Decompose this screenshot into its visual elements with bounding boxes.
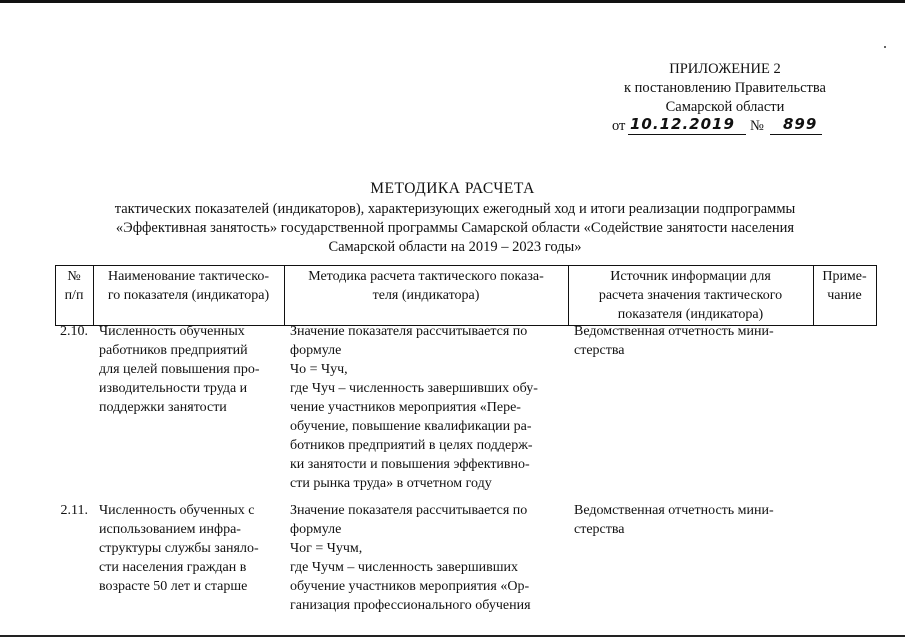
date-underline	[628, 134, 746, 135]
subtitle-line: тактических показателей (индикаторов), характеризующих ежегодный ход и итоги реализации подпрограммы	[114, 201, 796, 217]
document-subtitle	[95, 200, 815, 257]
header-num-line: №	[67, 269, 81, 284]
header-source-line: расчета значения тактического	[598, 288, 783, 303]
row-method	[290, 322, 562, 493]
source-line: Ведомственная отчетность мини-	[574, 503, 774, 518]
header-note-line: чание	[827, 288, 862, 303]
row-number: 2.11.	[60, 503, 88, 518]
number-underline	[770, 134, 822, 135]
header-num	[55, 267, 93, 305]
appendix-block	[590, 60, 860, 139]
date-prefix: от	[612, 118, 626, 134]
method-formula: Чо = Чуч,	[290, 362, 348, 377]
handwritten-date: 10.12.2019	[630, 115, 735, 133]
indicator-name-line: работников предприятий	[99, 343, 248, 358]
header-source-line: показателя (индикатора)	[617, 307, 764, 322]
method-line: сти рынка труда» в отчетном году	[290, 476, 492, 491]
row-source	[574, 322, 810, 360]
indicator-name-line: для целей повышения про-	[99, 362, 260, 377]
number-prefix: №	[750, 118, 764, 134]
row-method	[290, 501, 562, 615]
header-method	[284, 267, 568, 305]
indicator-name-line: возрасте 50 лет и старше	[99, 579, 248, 594]
header-name	[93, 267, 284, 305]
method-line: где Чуч – численность завершивших обу-	[290, 381, 538, 396]
scan-speck	[884, 46, 886, 48]
method-line: Значение показателя рассчитывается по	[290, 324, 528, 339]
document-title: МЕТОДИКА РАСЧЕТА	[370, 180, 535, 197]
indicator-name-line: поддержки занятости	[99, 400, 227, 415]
method-line: обучение участников мероприятия «Ор-	[290, 579, 530, 594]
method-line: ки занятости и повышения эффективно-	[290, 457, 530, 472]
indicator-name-line: использованием инфра-	[99, 522, 241, 537]
row-indicator-name	[99, 322, 278, 417]
indicator-name-line: структуры службы заняло-	[99, 541, 259, 556]
method-line: ганизация профессионального обучения	[290, 598, 531, 613]
appendix-title: ПРИЛОЖЕНИЕ 2	[669, 61, 781, 77]
method-line: ботников предприятий в целях поддерж-	[290, 438, 533, 453]
subtitle-line: Самарской области на 2019 – 2023 годы»	[328, 239, 582, 255]
header-source-line: Источник информации для	[610, 269, 771, 284]
row-source	[574, 501, 810, 539]
indicator-name-line: изводительности труда и	[99, 381, 248, 396]
method-line: Значение показателя рассчитывается по	[290, 503, 528, 518]
scan-top-edge	[0, 0, 905, 3]
method-formula: Чог = Чучм,	[290, 541, 363, 556]
row-indicator-name	[99, 501, 278, 596]
scan-bottom-edge	[0, 635, 905, 637]
subtitle-line: «Эффективная занятость» государственной программы Самарской области «Содействие занятости населения	[115, 220, 795, 236]
appendix-date-number-row	[590, 117, 860, 139]
header-name-line: го показателя (индикатора)	[107, 288, 270, 303]
header-method-line: теля (индикатора)	[372, 288, 480, 303]
header-name-line: Наименование тактическо-	[107, 269, 270, 284]
row-number: 2.10.	[60, 324, 88, 339]
table-column-divider	[876, 265, 877, 325]
header-note-line: Приме-	[822, 269, 867, 284]
table-top-border	[55, 265, 877, 266]
header-num-line: п/п	[64, 288, 84, 303]
appendix-line-1: к постановлению Правительства	[624, 80, 826, 96]
method-line: формуле	[290, 343, 342, 358]
method-line: чение участников мероприятия «Пере-	[290, 400, 521, 415]
indicator-name-line: Численность обученных с	[99, 503, 255, 518]
indicator-name-line: Численность обученных	[99, 324, 245, 339]
source-line: Ведомственная отчетность мини-	[574, 324, 774, 339]
header-note	[813, 267, 876, 305]
source-line: стерства	[574, 343, 625, 358]
method-line: формуле	[290, 522, 342, 537]
header-source	[568, 267, 813, 324]
header-method-line: Методика расчета тактического показа-	[308, 269, 544, 284]
method-line: где Чучм – численность завершивших	[290, 560, 519, 575]
method-line: обучение, повышение квалификации ра-	[290, 419, 532, 434]
handwritten-number: 899	[783, 115, 818, 133]
indicators-table	[55, 265, 877, 635]
source-line: стерства	[574, 522, 625, 537]
appendix-line-2: Самарской области	[665, 99, 785, 115]
indicator-name-line: сти населения граждан в	[99, 560, 247, 575]
